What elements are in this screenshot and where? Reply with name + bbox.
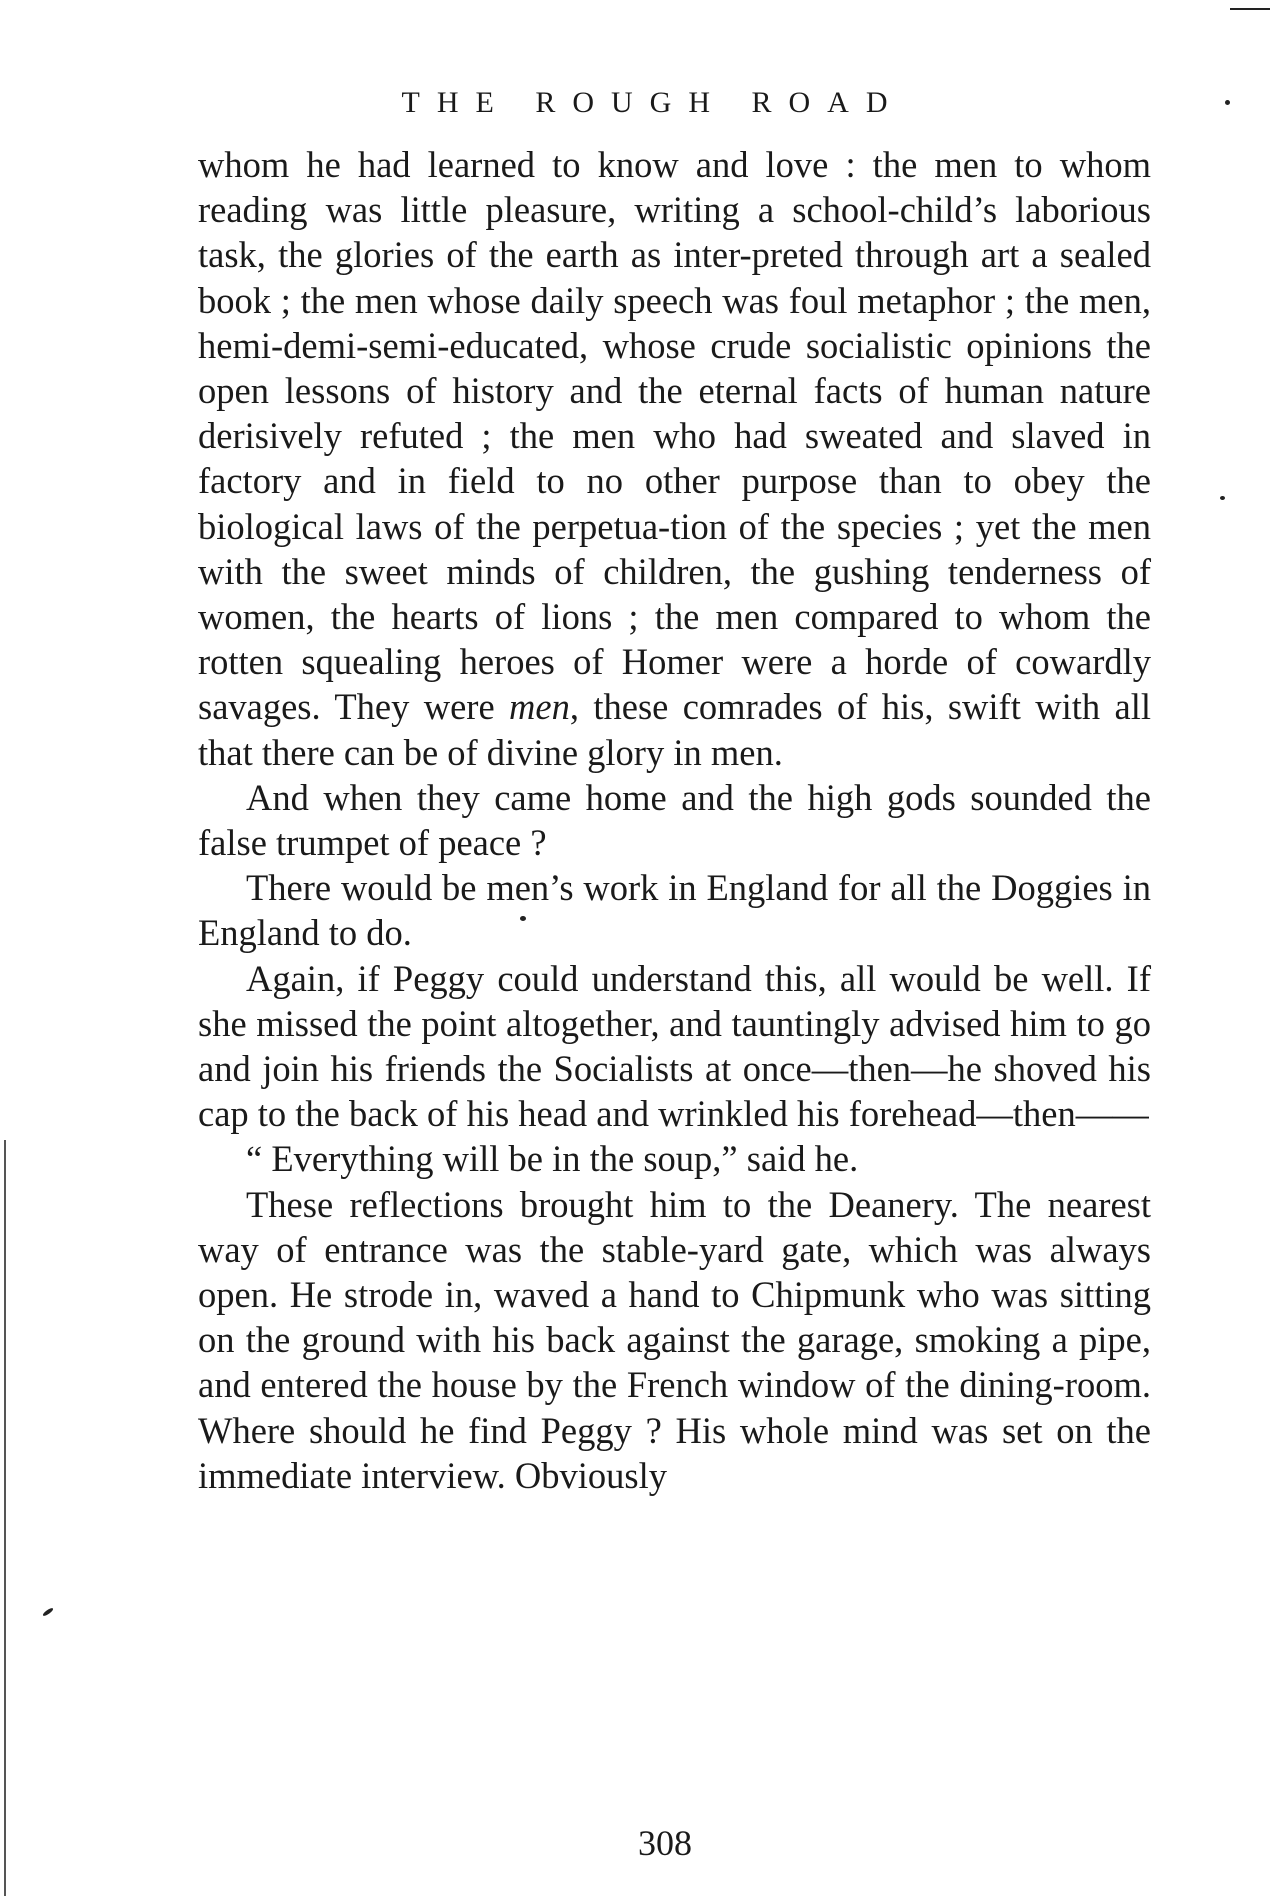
body-text [198, 142, 1151, 1498]
paragraph [198, 142, 1151, 775]
scan-edge-mark [4, 1140, 6, 1896]
paragraph: And when they came home and the high gods sounded the false trumpet of peace ? [198, 776, 1151, 864]
running-head: THE ROUGH ROAD [401, 86, 905, 119]
scan-edge-mark [1230, 8, 1270, 10]
paragraph: There would be men’s work in England for all the Doggies in England to do. [198, 867, 1151, 954]
paragraph: These reflections brought him to the Deanery. The nearest way of entrance was the stable-yard gate, which was always open. He strode in, waved a hand to Chipmunk who was sitting on the ground with his back against the garage, smoking a pipe, and entered the house by the French window of the dining-room. Where should he find Peggy ? His whole mind was set on the immediate interview. Obviously [198, 1183, 1151, 1496]
page-number: 308 [638, 1823, 692, 1863]
paragraph: Again, if Peggy could understand this, all would be well. If she missed the point altogether, and tauntingly advised him to go and join his friends the Socialists at once—then—he shoved his cap to the back of his head and wrinkled his forehead—then—— [198, 957, 1151, 1135]
emphasized-word: men [509, 686, 570, 728]
ink-speck [1220, 496, 1225, 500]
paragraph: “ Everything will be in the soup,” said he. [246, 1138, 859, 1180]
paragraph-text: whom he had learned to know and love : the men to whom reading was little pleasure, writing a school-child’s laborious task, the glories of the earth as inter-preted through art a sealed book ; the men whose daily speech was foul metaphor ; the men, hemi-demi-semi-educated, whose crude socialistic opinions the open lessons of history and the eternal facts of human nature derisively refuted ; the men who had sweated and slaved in factory and in field to no other purpose than to obey the biological laws of the perpetua-tion of the species ; yet the men with the sweet minds of children, the gushing tenderness of women, the hearts of lions ; the men compared to whom the rotten squealing heroes of Homer were a horde of cowardly savages. They were [198, 144, 1151, 728]
paragraph-text: , these comrades of his, swift with all that there can be of divine glory in men. [198, 686, 1151, 773]
ink-speck [42, 1607, 54, 1617]
